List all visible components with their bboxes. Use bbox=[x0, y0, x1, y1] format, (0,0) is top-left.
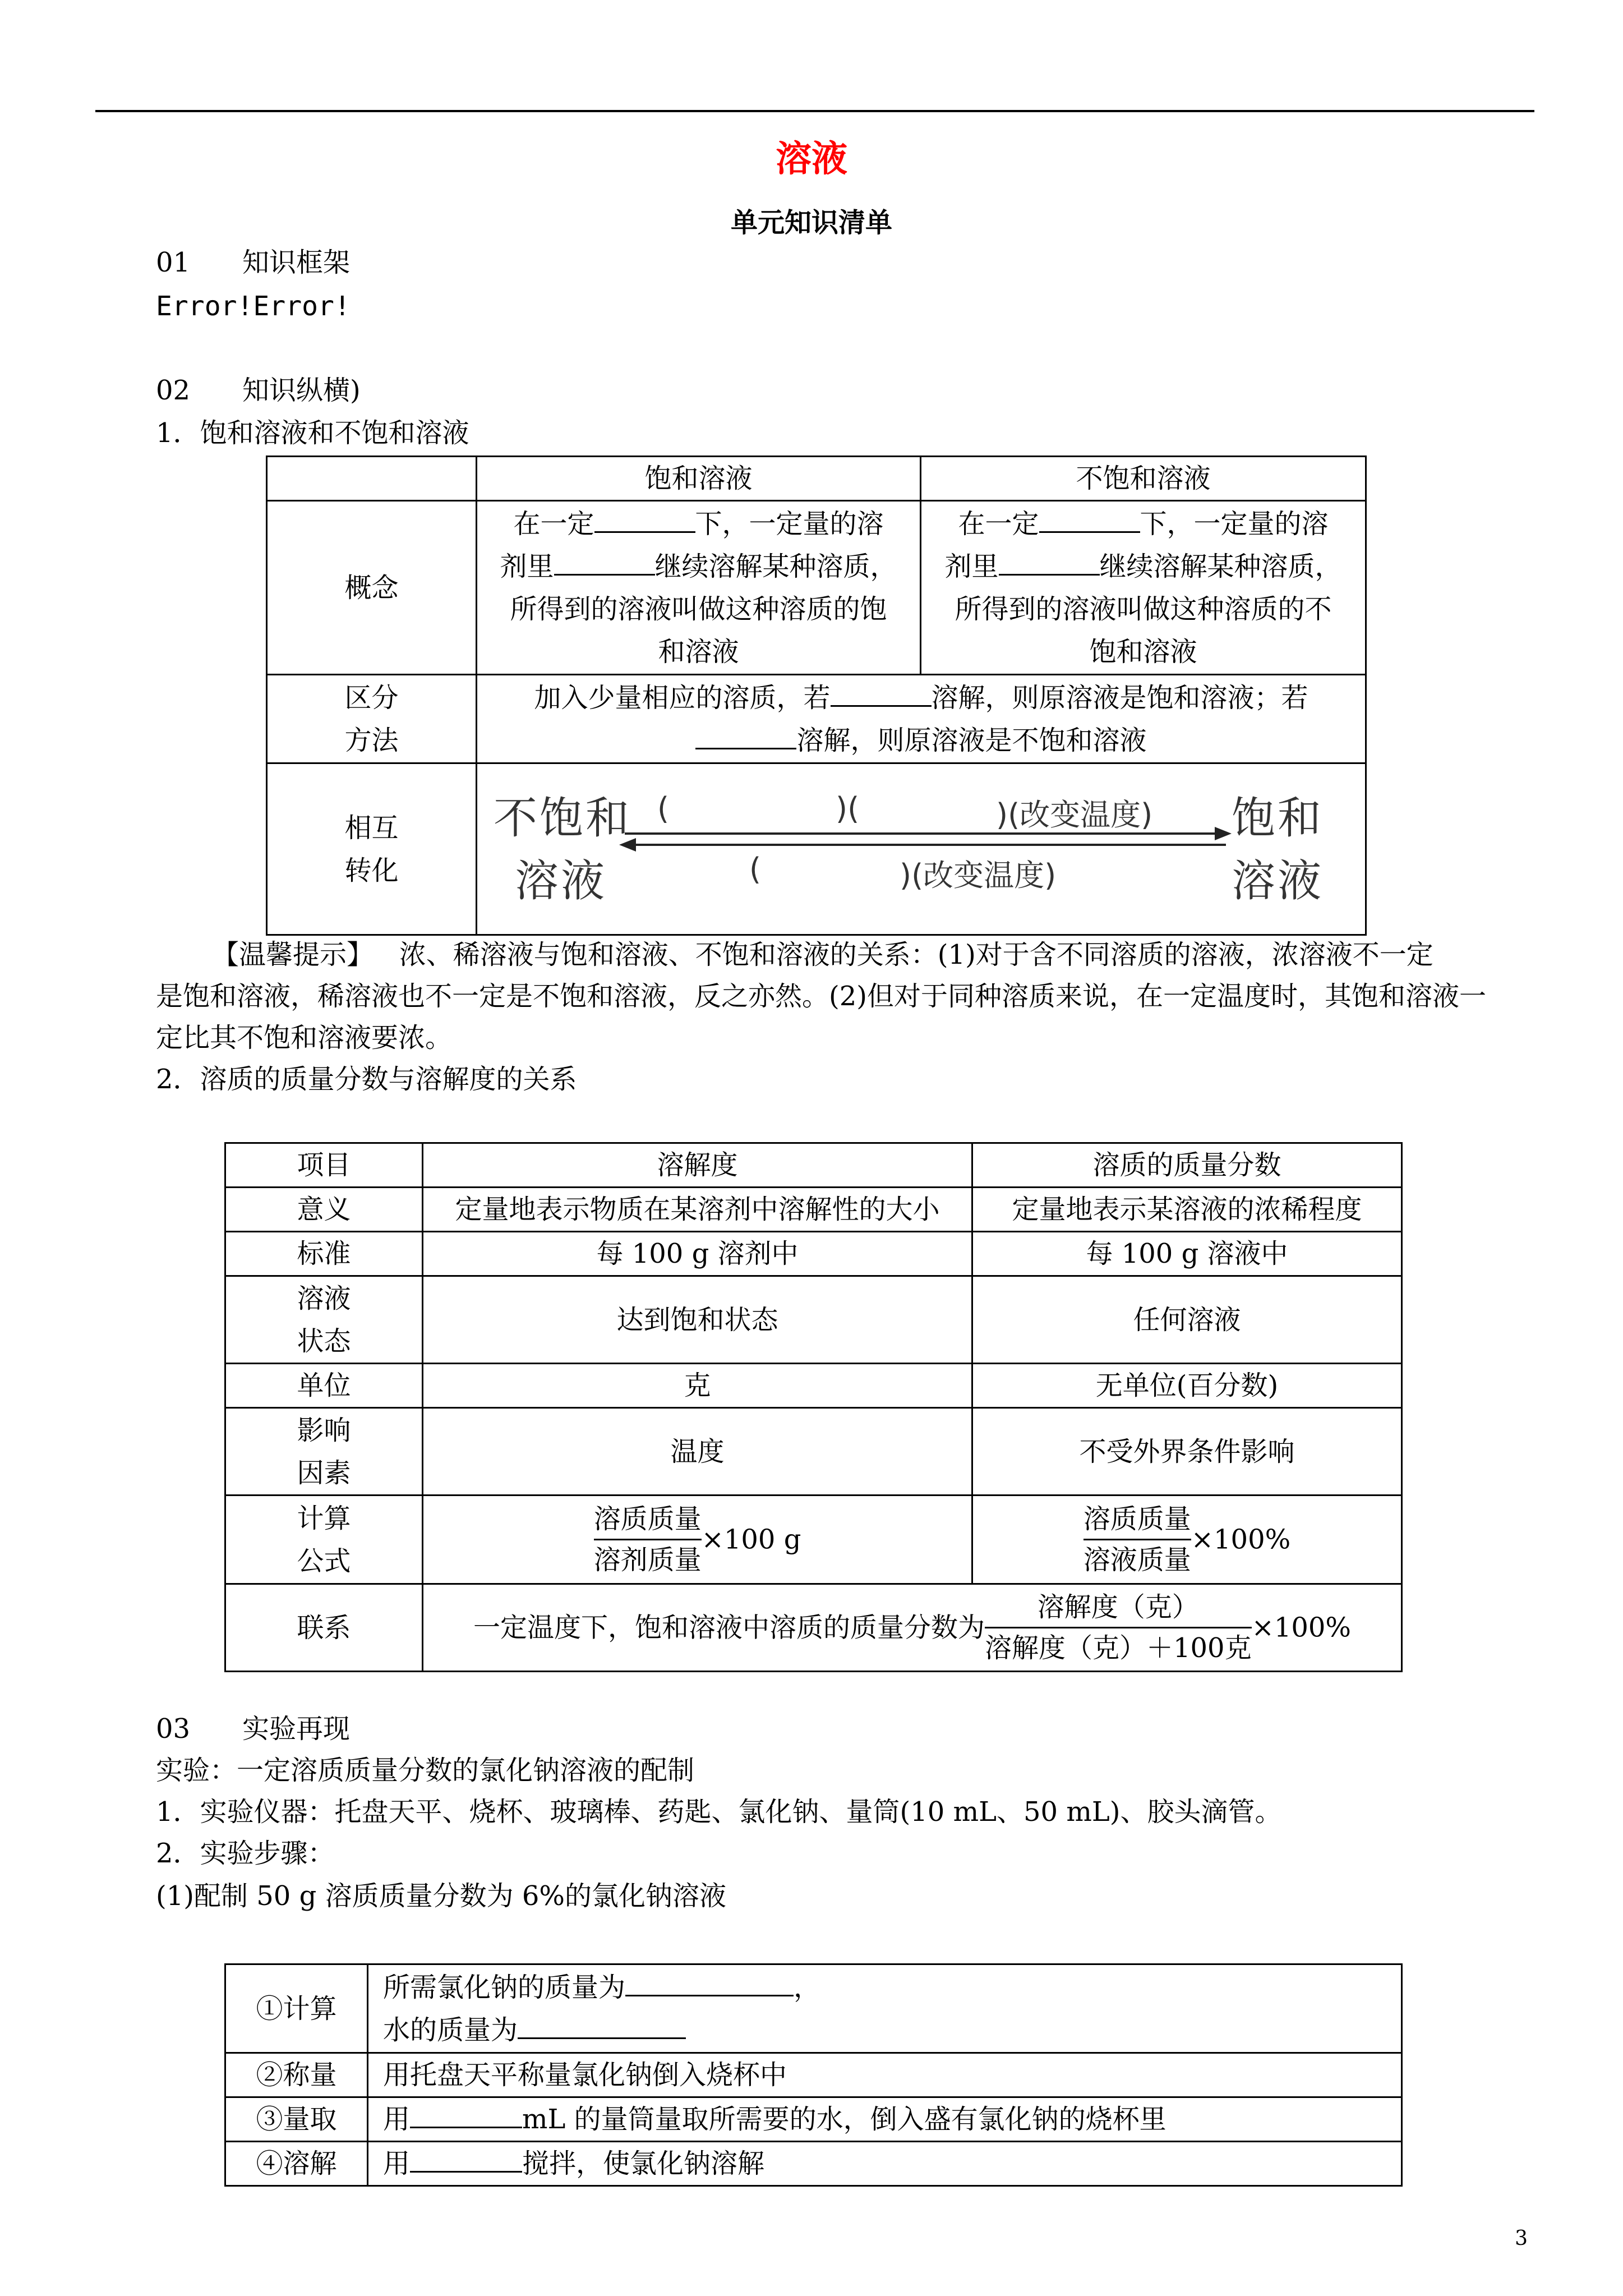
fraction: $\frac{\text{溶解度（克）}}{\text{溶解度（克）＋100克}}$ bbox=[985, 1588, 1252, 1668]
row-label: 单位 bbox=[225, 1364, 423, 1408]
table-header: 溶解度 bbox=[423, 1143, 972, 1188]
step-label: ②称量 bbox=[225, 2053, 368, 2097]
step-cell: 用 mL 的量筒量取所需要的水，倒入盛有氯化钠的烧杯里 bbox=[368, 2097, 1402, 2142]
concept-saturated-cell: 在一定 下，一定量的溶 剂里 继续溶解某种溶质， 所得到的溶液叫做这种溶质的饱 和溶液 bbox=[477, 501, 921, 675]
solubility-formula: $\frac{\text{溶质质量}}{\text{溶剂质量}}$ ×100 g bbox=[423, 1496, 972, 1584]
row-label: 联系 bbox=[225, 1584, 423, 1672]
step-subheading: (1)配制 50 g 溶质质量分数为 6%的氯化钠溶液 bbox=[156, 1880, 726, 1912]
forward-arrow-head bbox=[1215, 827, 1232, 840]
section-number: 02 bbox=[156, 375, 191, 406]
link-formula: 一定温度下，饱和溶液中溶质的质量分数为 $\frac{\text{溶解度（克）}}{\text{溶解度（克）＋100克}}$ ×100% bbox=[423, 1584, 1402, 1672]
backward-arrow-head bbox=[619, 838, 636, 852]
section-number: 01 bbox=[156, 247, 191, 278]
table-cell: 定量地表示物质在某溶剂中溶解性的大小 bbox=[423, 1188, 972, 1232]
row-label: 区分 方法 bbox=[267, 675, 477, 763]
table-cell: 每 100 g 溶剂中 bbox=[423, 1232, 972, 1276]
row-label: 相互 转化 bbox=[267, 763, 477, 935]
table-cell: 温度 bbox=[423, 1408, 972, 1496]
tip-line: 定比其不饱和溶液要浓。 bbox=[156, 1022, 453, 1053]
document-title: 溶液 bbox=[776, 138, 847, 180]
row-label: 概念 bbox=[267, 501, 477, 675]
section-heading: 知识纵横) bbox=[242, 375, 361, 406]
page-number: 3 bbox=[1515, 2227, 1528, 2250]
row-label: 意义 bbox=[225, 1188, 423, 1232]
table-cell: 达到饱和状态 bbox=[423, 1276, 972, 1364]
fill-blank bbox=[410, 2127, 522, 2128]
conversion-arrows bbox=[617, 822, 1234, 856]
fill-blank bbox=[518, 2037, 686, 2039]
solubility-table bbox=[224, 1142, 1403, 1672]
tip-line: 是饱和溶液，稀溶液也不一定是不饱和溶液，反之亦然。(2)但对于同种溶质来说，在一定温度时，其饱和溶液一 bbox=[156, 981, 1486, 1012]
row-label: 溶液 状态 bbox=[225, 1276, 423, 1364]
conv-top-paren: )( bbox=[836, 791, 860, 826]
fill-blank bbox=[999, 574, 1100, 576]
saturation-table bbox=[266, 455, 1367, 936]
fill-blank bbox=[410, 2171, 522, 2173]
step-cell: 用托盘天平称量氯化钠倒入烧杯中 bbox=[368, 2053, 1402, 2097]
section-number: 03 bbox=[156, 1713, 191, 1745]
table-cell: 克 bbox=[423, 1364, 972, 1408]
fill-blank bbox=[554, 574, 655, 576]
method-cell: 加入少量相应的溶质，若 溶解，则原溶液是饱和溶液；若 溶解，则原溶液是不饱和溶液 bbox=[477, 675, 1366, 763]
section-heading: 实验再现 bbox=[242, 1713, 351, 1745]
table-header: 不饱和溶液 bbox=[921, 457, 1366, 501]
instruments-line: 1．实验仪器：托盘天平、烧杯、玻璃棒、药匙、氯化钠、量筒(10 mL、50 mL)、胶头滴管。 bbox=[156, 1796, 1282, 1828]
conv-top-paren: ( bbox=[657, 791, 670, 826]
conv-left-label: 不饱和 bbox=[494, 793, 632, 844]
conv-top-condition: )(改变温度) bbox=[996, 797, 1153, 832]
error-text: Error!Error! bbox=[156, 291, 351, 322]
fill-blank bbox=[594, 531, 695, 533]
row-label: 标准 bbox=[225, 1232, 423, 1276]
conv-bottom-paren: ( bbox=[749, 852, 762, 887]
table-cell: 定量地表示某溶液的浓稀程度 bbox=[972, 1188, 1402, 1232]
fill-blank bbox=[1039, 531, 1140, 533]
document-subtitle: 单元知识清单 bbox=[730, 207, 892, 238]
table-cell: 无单位(百分数) bbox=[972, 1364, 1402, 1408]
fraction-formula: $\frac{\text{溶质质量}}{\text{溶液质量}}$ ×100% bbox=[972, 1496, 1402, 1584]
conv-right-label: 溶液 bbox=[1232, 856, 1324, 907]
row-label: 计算 公式 bbox=[225, 1496, 423, 1584]
fill-blank bbox=[625, 1995, 794, 1996]
conv-left-label: 溶液 bbox=[515, 856, 607, 907]
step-label: ①计算 bbox=[225, 1964, 368, 2053]
steps-table bbox=[224, 1963, 1403, 2187]
steps-heading: 2．实验步骤： bbox=[156, 1838, 335, 1869]
fraction: $\frac{\text{溶质质量}}{\text{溶剂质量}}$ bbox=[594, 1499, 702, 1580]
table-cell: 任何溶液 bbox=[972, 1276, 1402, 1364]
table-header-empty bbox=[267, 457, 477, 501]
header-rule bbox=[95, 110, 1534, 112]
conv-bottom-condition: )(改变温度) bbox=[900, 858, 1057, 893]
section-heading: 知识框架 bbox=[242, 247, 351, 278]
table-header: 溶质的质量分数 bbox=[972, 1143, 1402, 1188]
table-cell: 不受外界条件影响 bbox=[972, 1408, 1402, 1496]
step-cell: 用 搅拌，使氯化钠溶解 bbox=[368, 2142, 1402, 2186]
conv-right-label: 饱和 bbox=[1232, 793, 1324, 844]
step-label: ④溶解 bbox=[225, 2142, 368, 2186]
concept-unsaturated-cell: 在一定 下，一定量的溶 剂里 继续溶解某种溶质， 所得到的溶液叫做这种溶质的不 饱和溶液 bbox=[921, 501, 1366, 675]
fill-blank bbox=[695, 748, 796, 749]
table-header: 项目 bbox=[225, 1143, 423, 1188]
step-cell: 所需氯化钠的质量为 ， 水的质量为 bbox=[368, 1964, 1402, 2053]
tip-line: 【温馨提示】 浓、稀溶液与饱和溶液、不饱和溶液的关系：(1)对于含不同溶质的溶液，浓溶液不一定 bbox=[212, 939, 1433, 970]
item-heading: 2．溶质的质量分数与溶解度的关系 bbox=[156, 1064, 577, 1095]
fill-blank bbox=[831, 705, 932, 707]
table-header: 饱和溶液 bbox=[477, 457, 921, 501]
row-label: 影响 因素 bbox=[225, 1408, 423, 1496]
tip-label: 【温馨提示】 bbox=[212, 939, 374, 970]
step-label: ③量取 bbox=[225, 2097, 368, 2142]
item-heading: 1．饱和溶液和不饱和溶液 bbox=[156, 417, 469, 449]
experiment-title: 实验：一定溶质质量分数的氯化钠溶液的配制 bbox=[156, 1755, 695, 1786]
table-cell: 每 100 g 溶液中 bbox=[972, 1232, 1402, 1276]
fraction: $\frac{\text{溶质质量}}{\text{溶液质量}}$ bbox=[1083, 1499, 1191, 1580]
